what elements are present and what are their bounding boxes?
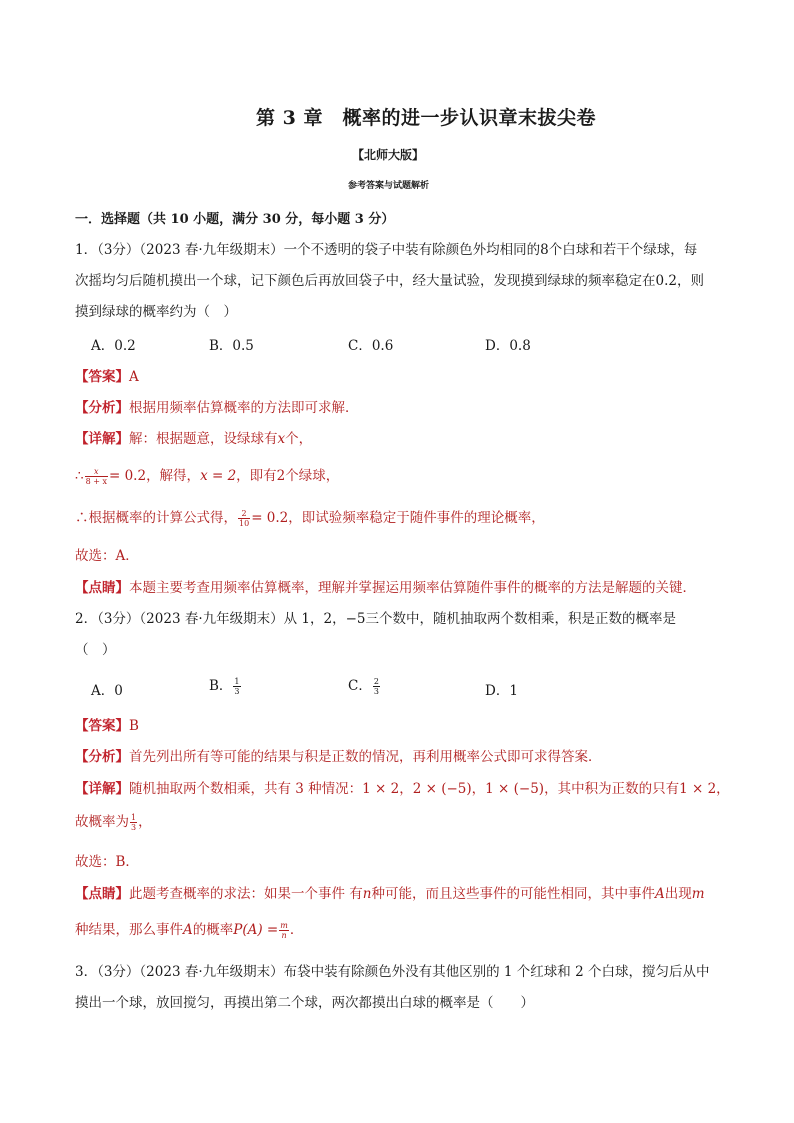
comment-tag: 【点睛】 [75, 886, 129, 902]
option-prefix: B． [209, 678, 233, 694]
q1-step-2 [75, 508, 545, 528]
step-text: 故概率为 [75, 814, 129, 830]
fraction-denominator: 8 + x [85, 477, 107, 486]
fraction-numerator: 2 [373, 677, 379, 686]
comment-text: 本题主要考查用频率估算概率，理解并掌握运用频率估算随件事件的概率的方法是解题的关键． [129, 580, 696, 596]
fraction-denominator: 3 [373, 687, 379, 696]
q2-text-line-1: 2．（3分）（2023 春·九年级期末）从 1，2，−5三个数中，随机抽取两个数相乘，积是正数的概率是 [75, 611, 676, 627]
q1-text-line-1: 1．（3分）（2023 春·九年级期末）一个不透明的袋子中装有除颜色外均相同的8个白球和若干个绿球，每 [75, 242, 698, 258]
step-text: ，解得， [146, 468, 201, 484]
page-subtitle: 参考答案与试题解析 [348, 181, 430, 191]
q2-comment-line-2 [75, 920, 303, 940]
therefore-symbol: ∴ [75, 468, 84, 484]
detail-tag: 【详解】 [75, 431, 129, 447]
math-expression: 1 × 2 [679, 781, 717, 797]
q1-text-line-3: 摸到绿球的概率约为（ ） [75, 304, 237, 320]
detail-text: ， [716, 781, 730, 797]
q2-probability-line [75, 812, 152, 832]
step-text: ， [138, 814, 152, 830]
math-var: A [183, 922, 193, 938]
fraction [238, 509, 250, 528]
q2-comment-line-1 [75, 884, 705, 904]
fraction [233, 677, 240, 696]
analysis-text: 根据用频率估算概率的方法即可求解． [129, 400, 359, 416]
q1-detail [75, 429, 312, 449]
answer-value: B [129, 718, 139, 734]
section-heading: 一．选择题（共 10 小题，满分 30 分，每小题 3 分） [75, 212, 395, 227]
q2-option-b [209, 674, 242, 696]
analysis-tag: 【分析】 [75, 749, 129, 765]
comment-text: 出现 [664, 886, 692, 902]
fraction-denominator: 10 [239, 519, 250, 528]
math-expression: = 0.2 [108, 468, 147, 484]
fraction [85, 467, 108, 486]
answer-value: A [129, 369, 139, 385]
math-expression: = 0.2 [251, 510, 289, 526]
q1-comment [75, 578, 696, 598]
fraction-numerator: 1 [234, 677, 240, 686]
math-var: x [277, 431, 286, 447]
analysis-tag: 【分析】 [75, 400, 129, 416]
comment-text: 种可能，而且这些事件的可能性相同，其中事件 [371, 886, 655, 902]
comment-text: 的概率 [192, 922, 234, 938]
comment-text: 此题考查概率的求法：如果一个事件 有 [129, 886, 363, 902]
fraction [130, 813, 137, 832]
q2-option-a: A．0 [91, 683, 123, 699]
fraction [373, 677, 380, 696]
comment-text: 种结果，那么事件 [75, 922, 183, 938]
q2-option-c [348, 674, 381, 696]
q1-option-b: B．0.5 [209, 338, 254, 354]
fraction-numerator: m [280, 921, 288, 930]
detail-text: ，其中积为正数的只有 [544, 781, 680, 797]
fraction-numerator: x [85, 467, 108, 477]
q1-choose: 故选：A． [75, 548, 139, 564]
q1-option-a: A．0.2 [91, 338, 136, 354]
q2-answer [75, 716, 139, 736]
q1-option-c: C．0.6 [348, 338, 394, 354]
q2-choose: 故选：B． [75, 854, 139, 870]
page-title: 第 3 章 概率的进一步认识章末拔尖卷 [256, 107, 596, 129]
step-text: ∴根据概率的计算公式得， [75, 510, 237, 526]
math-var: m [691, 886, 705, 902]
q2-text-line-2: （ ） [75, 642, 116, 658]
answer-tag: 【答案】 [75, 718, 129, 734]
fraction-numerator: 1 [131, 813, 137, 822]
fraction-denominator: n [281, 931, 287, 940]
math-var: n [362, 886, 372, 902]
fraction [279, 921, 289, 940]
q1-step-1 [75, 466, 339, 486]
comment-tag: 【点睛】 [75, 580, 129, 596]
comment-text: ． [289, 922, 304, 938]
q1-text-line-2: 次摇均匀后随机摸出一个球，记下颜色后再放回袋子中，经大量试验，发现摸到绿球的频率稳定在0.2，则 [75, 273, 704, 289]
math-expression: x = 2 [200, 468, 237, 484]
q2-analysis [75, 747, 602, 767]
fraction-denominator: 3 [234, 687, 240, 696]
analysis-text: 首先列出所有等可能的结果与积是正数的情况，再利用概率公式即可求得答案． [129, 749, 602, 765]
math-expression: P(A) = [233, 922, 279, 938]
detail-text: 解：根据题意，设绿球有 [129, 431, 278, 447]
answer-tag: 【答案】 [75, 369, 129, 385]
edition-label: 【北师大版】 [352, 148, 425, 162]
detail-text-end: 个， [285, 431, 313, 447]
q2-option-d: D．1 [485, 683, 518, 699]
q3-text-line-2: 摸出一个球，放回搅匀，再摸出第二个球，两次都摸出白球的概率是（ ） [75, 995, 534, 1011]
math-var: A [655, 886, 665, 902]
detail-tag: 【详解】 [75, 781, 129, 797]
math-expression: 1 × 2，2 × (−5)，1 × (−5) [362, 781, 545, 797]
step-text: ，即试验频率稳定于随件事件的理论概率， [288, 510, 545, 526]
q3-text-line-1: 3．（3分）（2023 春·九年级期末）布袋中装有除颜色外没有其他区别的 1 个红球和 2 个白球，搅匀后从中 [75, 964, 710, 980]
q1-option-d: D．0.8 [485, 338, 531, 354]
step-text: ，即有2个绿球， [236, 468, 340, 484]
q1-answer [75, 367, 139, 387]
q1-analysis [75, 398, 359, 418]
q2-detail [75, 779, 730, 799]
fraction-numerator: 2 [238, 509, 250, 519]
fraction-denominator: 3 [131, 823, 137, 832]
option-prefix: C． [348, 678, 372, 694]
detail-text: 随机抽取两个数相乘，共有 3 种情况： [129, 781, 363, 797]
